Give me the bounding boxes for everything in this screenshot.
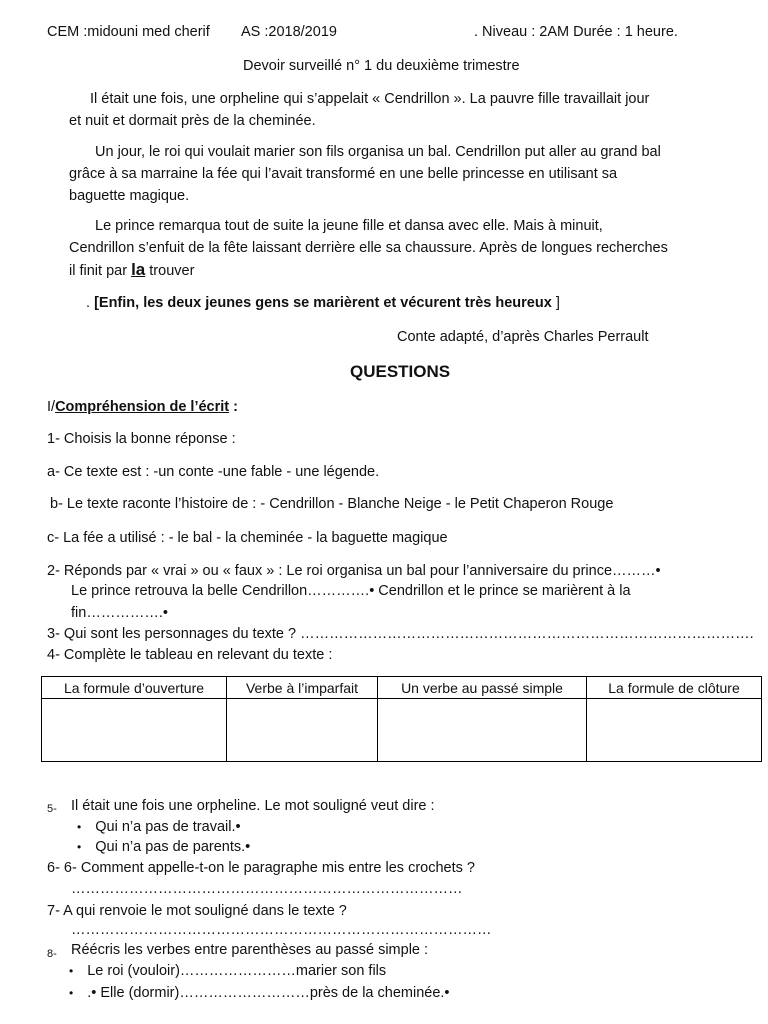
paragraph-4-bold-text: [Enfin, les deux jeunes gens se marièrent et vécurent très heureux	[94, 295, 552, 311]
answer-cell-imperfect[interactable]	[227, 699, 378, 762]
question-5-number: 5-	[47, 803, 57, 815]
answer-cell-closing[interactable]	[587, 699, 762, 762]
paragraph-3-line-1: Le prince remarqua tout de suite la jeune fille et dansa avec elle. Mais à minuit,	[95, 218, 603, 234]
question-2-line-1: 2- Réponds par « vrai » ou « faux » : Le roi organisa un bal pour l’anniversaire du prince………•	[47, 563, 661, 579]
question-8: Réécris les verbes entre parenthèses au passé simple :	[71, 942, 429, 958]
underlined-word-la: la	[131, 260, 146, 279]
table-header-opening-formula: La formule d’ouverture	[42, 677, 227, 699]
paragraph-3-line-3	[69, 259, 668, 282]
paragraph-4-close-bracket: ]	[551, 295, 560, 311]
question-3: 3- Qui sont les personnages du texte ? ………………………………………………………………………………….	[47, 626, 754, 642]
question-4: 4- Complète le tableau en relevant du texte :	[47, 647, 333, 663]
table-header-past-simple-verb: Un verbe au passé simple	[378, 677, 587, 699]
paragraph-3-line-3-start: il finit par	[69, 263, 128, 279]
bullet-icon: •	[69, 964, 74, 978]
table-header-imperfect-verb: Verbe à l’imparfait	[227, 677, 378, 699]
paragraph-2-line-2: grâce à sa marraine la fée qui l’avait transformé en une belle princesse en utilisant sa	[69, 166, 618, 182]
paragraph-3-line-3-end: trouver	[149, 263, 195, 279]
answer-cell-opening[interactable]	[42, 699, 227, 762]
paragraph-1	[69, 88, 649, 132]
school-name: CEM :midouni med cherif	[47, 24, 210, 40]
questions-heading: QUESTIONS	[350, 362, 451, 381]
option-1-text: Qui n’a pas de travail.•	[95, 819, 241, 835]
question-6-answer-line: ………………………………………………………………………	[71, 881, 463, 897]
bullet-icon: •	[69, 986, 74, 1000]
section-suffix: :	[229, 399, 238, 415]
question-8-item-2	[69, 984, 450, 1003]
question-8-item-1	[69, 962, 386, 981]
question-2-line-2: Le prince retrouva la belle Cendrillon………….• Cendrillon et le prince se marièrent à la	[71, 583, 631, 599]
exam-title: Devoir surveillé n° 1 du deuxième trimestre	[243, 58, 520, 74]
item-2-text: .• Elle (dormir)………………………près de la cheminée.•	[87, 985, 450, 1001]
question-1b: b- Le texte raconte l’histoire de : - Cendrillon - Blanche Neige - le Petit Chaperon Rouge	[50, 496, 614, 512]
section-label: Compréhension de l’écrit	[55, 399, 230, 415]
paragraph-1-line-2: et nuit et dormait près de la cheminée.	[69, 113, 316, 129]
paragraph-3-line-2: Cendrillon s’enfuit de la fête laissant derrière elle sa chaussure. Après de longues recherches	[69, 240, 668, 256]
school-year: AS :2018/2019	[241, 24, 337, 40]
paragraph-4-prefix: .	[86, 295, 95, 311]
paragraph-2-line-3: baguette magique.	[69, 188, 190, 204]
level-duration: . Niveau : 2AM Durée : 1 heure.	[474, 24, 678, 40]
option-2-text: Qui n’a pas de parents.•	[95, 839, 251, 855]
item-1-text: Le roi (vouloir)……………………marier son fils	[87, 963, 387, 979]
paragraph-1-line-1: Il était une fois, une orpheline qui s’appelait « Cendrillon ». La pauvre fille travaillait jour	[90, 91, 650, 107]
question-5-option-1	[77, 818, 241, 837]
bullet-icon: •	[77, 820, 82, 834]
paragraph-4-bracketed	[86, 294, 560, 313]
question-1c: c- La fée a utilisé : - le bal - la cheminée - la baguette magique	[47, 530, 448, 546]
question-6: 6- 6- Comment appelle-t-on le paragraphe mis entre les crochets ?	[47, 860, 475, 876]
question-5: Il était une fois une orpheline. Le mot souligné veut dire :	[71, 798, 435, 814]
answer-cell-past-simple[interactable]	[378, 699, 587, 762]
question-8-number: 8-	[47, 948, 57, 960]
table-header-row	[42, 677, 762, 699]
table-answer-row	[42, 699, 762, 762]
text-source: Conte adapté, d’après Charles Perrault	[397, 329, 649, 345]
question-2-line-3: fin…………….•	[71, 605, 168, 621]
question-7: 7- A qui renvoie le mot souligné dans le texte ?	[47, 903, 347, 919]
question-5-option-2	[77, 838, 250, 857]
answer-table	[41, 676, 762, 762]
section-heading	[47, 398, 238, 417]
question-7-answer-line: ……………………………………………………………………………	[71, 922, 492, 938]
question-1a: a- Ce texte est : -un conte -une fable - une légende.	[47, 464, 380, 480]
table-header-closing-formula: La formule de clôture	[587, 677, 762, 699]
paragraph-2-line-1: Un jour, le roi qui voulait marier son fils organisa un bal. Cendrillon put aller au grand bal	[95, 144, 661, 160]
bullet-icon: •	[77, 840, 82, 854]
question-1: 1- Choisis la bonne réponse :	[47, 431, 236, 447]
paragraph-3	[69, 215, 668, 282]
paragraph-2	[69, 141, 661, 207]
section-prefix: I/	[47, 399, 56, 415]
